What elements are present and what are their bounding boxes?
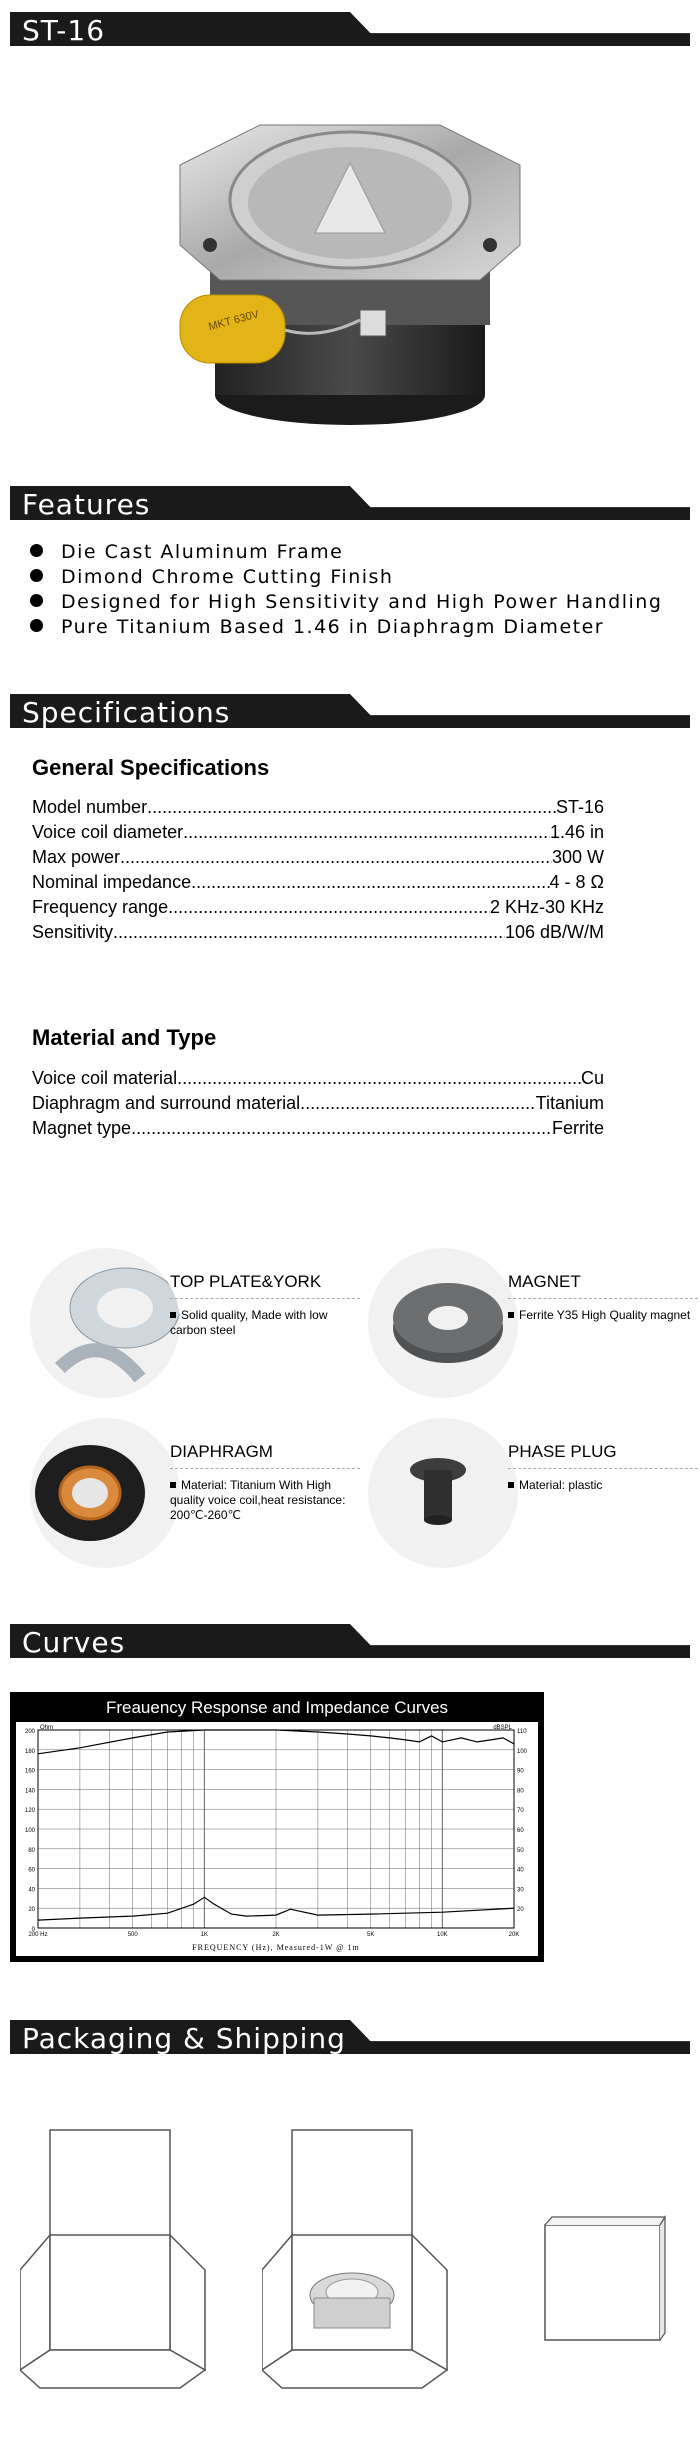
feature-item: Designed for High Sensitivity and High Power Handling (30, 590, 690, 615)
x-tick-label: 5K (367, 1932, 375, 1938)
chart-title: Freauency Response and Impedance Curves (105, 1698, 449, 1717)
part-desc: Material: Titanium With High quality voice coil,heat resistance: 200℃-260℃ (170, 1478, 346, 1522)
y-left-tick-label: 40 (28, 1887, 35, 1894)
y-left-tick-label: 20 (28, 1907, 35, 1914)
part-diaphragm (30, 1418, 360, 1568)
diaphragm-image (30, 1418, 180, 1568)
features-list (30, 540, 690, 640)
material-specs-table (32, 1066, 604, 1141)
phase-plug-image (368, 1418, 518, 1568)
feature-item: Dimond Chrome Cutting Finish (30, 565, 690, 590)
y-left-tick-label: 200 (24, 1729, 35, 1735)
model-title: ST-16 (22, 14, 106, 47)
general-specs-heading: General Specifications (32, 755, 270, 780)
spec-row: Max power ..... 300 W (32, 845, 604, 870)
spec-row: Magnet type ..... Ferrite (32, 1116, 604, 1141)
y-left-tick-label: 80 (28, 1847, 35, 1854)
part-desc: Ferrite Y35 High Quality magnet (508, 1308, 698, 1323)
y-left-tick-label: 140 (24, 1788, 35, 1795)
part-title: DIAPHRAGM (170, 1442, 273, 1461)
y-left-tick-label: 0 (31, 1927, 35, 1933)
y-left-tick-label: 160 (24, 1768, 35, 1775)
part-phase-plug (368, 1418, 698, 1568)
features-header-bar (10, 482, 690, 524)
x-axis-label: FREQUENCY (Hz), Measured-1W @ 1m (192, 1943, 360, 1952)
capacitor-label: MKT 630V (207, 308, 261, 334)
top-plate-image (30, 1248, 180, 1398)
spec-row: Diaphragm and surround material ..... Titanium (32, 1091, 604, 1116)
features-title: Features (22, 488, 151, 521)
y-left-tick-label: 180 (24, 1748, 35, 1755)
tweeter-product-image (150, 105, 550, 445)
part-desc: Solid quality, Made with low carbon steel (170, 1308, 328, 1337)
y-left-tick-label: 120 (24, 1808, 35, 1815)
y-right-tick-label: 80 (517, 1788, 524, 1795)
spec-row: Model number ..... ST-16 (32, 795, 604, 820)
chart-plot (16, 1722, 538, 1956)
spec-row: Nominal impedance ..... 4 - 8 Ω (32, 870, 604, 895)
y-right-tick-label: 60 (517, 1828, 524, 1834)
bullet-icon (30, 544, 43, 557)
frequency-response-chart (10, 1692, 544, 1962)
chart-background (16, 1722, 538, 1956)
curves-header-bar (10, 1620, 690, 1662)
feature-item: Die Cast Aluminum Frame (30, 540, 690, 565)
spec-row: Sensitivity ..... 106 dB/W/M (32, 920, 604, 945)
model-header-bar (10, 8, 690, 50)
spec-row: Voice coil diameter ..... 1.46 in (32, 820, 604, 845)
part-top-plate (30, 1248, 360, 1398)
specifications-header-bar (10, 690, 690, 732)
x-tick-label: 1K (200, 1932, 209, 1938)
part-title: TOP PLATE&YORK (170, 1272, 322, 1291)
feature-item: Pure Titanium Based 1.46 in Diaphragm Diameter (30, 615, 690, 640)
x-tick-label: 10K (437, 1932, 448, 1938)
bullet-icon (30, 569, 43, 582)
x-tick-label: 200 Hz (28, 1932, 48, 1938)
x-tick-label: 20K (508, 1932, 520, 1938)
magnet-image (368, 1248, 518, 1398)
x-tick-label: 2K (272, 1932, 280, 1938)
y-right-tick-label: 50 (517, 1847, 524, 1854)
spec-row: Frequency range ..... 2 KHz-30 KHz (32, 895, 604, 920)
y-right-tick-label: 110 (517, 1729, 527, 1735)
y-right-axis-label: dBSPL (493, 1725, 512, 1731)
spec-row: Voice coil material ..... Cu (32, 1066, 604, 1091)
y-right-tick-label: 40 (517, 1867, 524, 1874)
bullet-icon (30, 594, 43, 607)
y-right-tick-label: 90 (517, 1768, 524, 1775)
general-specs-table (32, 795, 604, 945)
closed-box-image (540, 2215, 670, 2345)
part-title: MAGNET (508, 1272, 581, 1291)
y-left-tick-label: 60 (28, 1867, 35, 1874)
y-right-tick-label: 100 (517, 1748, 528, 1755)
open-box-empty-image (20, 2120, 210, 2390)
y-right-tick-label: 70 (517, 1808, 524, 1815)
y-left-axis-label: Ohm (40, 1725, 54, 1731)
packaging-header-bar (10, 2016, 690, 2058)
material-specs-heading: Material and Type (32, 1025, 217, 1050)
packaging-title: Packaging & Shipping (22, 2022, 346, 2055)
part-desc: Material: plastic (508, 1478, 698, 1493)
x-tick-label: 500 (127, 1932, 138, 1938)
open-box-with-tweeter-image (262, 2120, 452, 2390)
part-magnet (368, 1248, 698, 1398)
y-right-tick-label: 20 (517, 1907, 524, 1914)
y-left-tick-label: 100 (24, 1828, 35, 1834)
bullet-icon (30, 619, 43, 632)
specifications-title: Specifications (22, 696, 231, 729)
y-right-tick-label: 30 (517, 1887, 524, 1894)
curves-title: Curves (22, 1626, 126, 1659)
part-title: PHASE PLUG (508, 1442, 617, 1461)
